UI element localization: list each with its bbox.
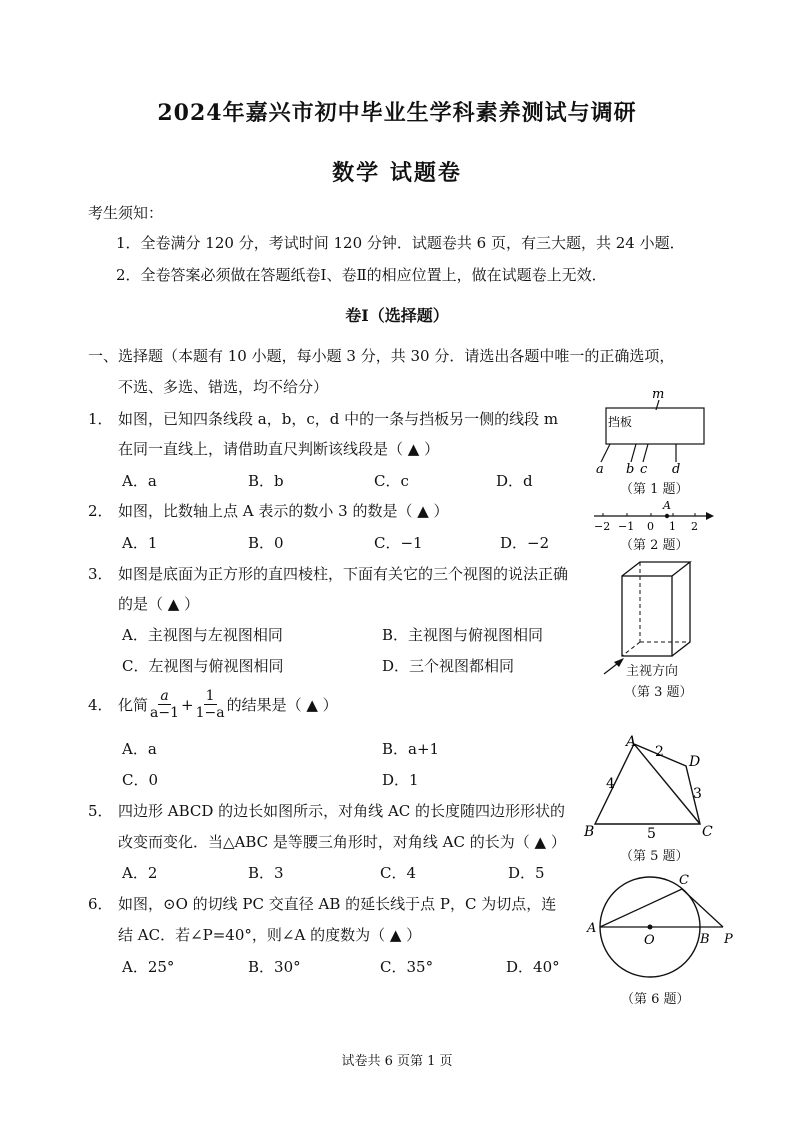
point-c: C bbox=[679, 873, 689, 888]
label-b: b bbox=[626, 462, 635, 477]
question-number: 1． bbox=[88, 410, 113, 428]
vertex-d: D bbox=[689, 754, 701, 770]
side-dc-length: 3 bbox=[693, 786, 702, 802]
question-number: 3． bbox=[88, 565, 113, 583]
section-title: 卷Ⅰ（选择题） bbox=[345, 306, 449, 325]
notice-heading: 考生须知： bbox=[88, 204, 164, 222]
q6-option-b: B．30° bbox=[248, 958, 301, 976]
fraction-1-denominator: a−1 bbox=[150, 705, 179, 721]
figure-2-number-line bbox=[590, 500, 720, 534]
point-p: P bbox=[724, 932, 733, 947]
question-5-line2: 改变而变化．当△ABC 是等腰三角形时，对角线 AC 的长为（ ▲ ） bbox=[118, 833, 566, 851]
figure-6-circle-tangent bbox=[580, 870, 740, 990]
figure-3-caption: （第 3 题） bbox=[624, 685, 693, 700]
q1-option-c: C．c bbox=[374, 472, 409, 490]
center-dot bbox=[648, 925, 653, 930]
page-subtitle: 数学 试题卷 bbox=[332, 160, 462, 186]
q6-option-d: D．40° bbox=[506, 958, 560, 976]
question-1-line2: 在同一直线上，请借助直尺判断该线段是（ ▲ ） bbox=[118, 440, 440, 458]
q4-option-d: D．1 bbox=[382, 771, 419, 789]
q2-option-d: D．−2 bbox=[500, 534, 550, 552]
direction-label: 主视方向 bbox=[626, 664, 679, 679]
question-text: 如图，比数轴上点 A 表示的数小 3 的数是（ ▲ ） bbox=[118, 502, 449, 520]
q1-option-a: A．a bbox=[122, 472, 157, 490]
q4-option-b: B．a+1 bbox=[382, 740, 440, 758]
vertex-a: A bbox=[626, 734, 637, 750]
question-text: 如图是底面为正方形的直四棱柱，下面有关它的三个视图的说法正确 bbox=[118, 565, 569, 583]
q6-option-a: A．25° bbox=[122, 958, 175, 976]
vertex-b: B bbox=[584, 824, 595, 840]
notice-item-1: 1．全卷满分 120 分，考试时间 120 分钟．试题卷共 6 页，有三大题，共 24 小题． bbox=[116, 234, 685, 252]
question-6-line2: 结 AC．若∠P=40°，则∠A 的度数为（ ▲ ） bbox=[118, 926, 422, 944]
q5-option-a: A．2 bbox=[122, 864, 158, 882]
point-a-dot bbox=[665, 514, 669, 518]
fraction-1-numerator: a bbox=[160, 688, 169, 704]
label-a: a bbox=[596, 462, 604, 477]
q3-option-c: C．左视图与俯视图相同 bbox=[122, 657, 284, 675]
question-suffix: 的结果是（ ▲ ） bbox=[226, 696, 338, 714]
part-instructions-line1: 一、选择题（本题有 10 小题，每小题 3 分，共 30 分．请选出各题中唯一的正确选项， bbox=[88, 347, 675, 365]
q6-option-c: C．35° bbox=[380, 958, 434, 976]
q1-option-d: D．d bbox=[496, 472, 533, 490]
tick-label: 1 bbox=[669, 520, 676, 533]
fraction-2-denominator: 1−a bbox=[195, 705, 225, 721]
side-ad-length: 2 bbox=[655, 744, 664, 760]
point-a-label: A bbox=[663, 500, 671, 512]
side-bc-length: 5 bbox=[647, 826, 656, 842]
question-6 bbox=[88, 893, 556, 914]
page-title: 2024年嘉兴市初中毕业生学科素养测试与调研 bbox=[157, 100, 637, 126]
q5-option-c: C．4 bbox=[380, 864, 417, 882]
q5-option-b: B．3 bbox=[248, 864, 284, 882]
q3-option-b: B．主视图与俯视图相同 bbox=[382, 626, 544, 644]
point-a: A bbox=[587, 921, 597, 936]
tick-label: 0 bbox=[647, 520, 654, 533]
vertex-c: C bbox=[702, 824, 713, 840]
question-3 bbox=[88, 563, 568, 584]
question-number: 6． bbox=[88, 895, 113, 913]
figure-6-caption: （第 6 题） bbox=[621, 992, 690, 1007]
question-text: 如图，⊙O 的切线 PC 交直径 AB 的延长线于点 P，C 为切点，连 bbox=[118, 895, 557, 913]
figure-5-caption: （第 5 题） bbox=[620, 849, 689, 864]
part-instructions-line2: 不选、多选、错选，均不给分） bbox=[118, 378, 329, 396]
question-text: 四边形 ABCD 的边长如图所示，对角线 AC 的长度随四边形形状的 bbox=[118, 802, 566, 820]
figure-1-caption: （第 1 题） bbox=[620, 482, 689, 497]
point-b: B bbox=[700, 932, 710, 947]
question-number: 5． bbox=[88, 802, 113, 820]
tick-label: −2 bbox=[594, 520, 611, 533]
q2-option-a: A．1 bbox=[122, 534, 158, 552]
figure-2-caption: （第 2 题） bbox=[620, 538, 689, 553]
question-3-line2: 的是（ ▲ ） bbox=[118, 595, 200, 613]
question-number: 4． bbox=[88, 696, 113, 714]
label-m: m bbox=[652, 387, 665, 402]
question-4 bbox=[88, 688, 338, 721]
q4-option-a: A．a bbox=[122, 740, 157, 758]
q2-option-c: C．−1 bbox=[374, 534, 423, 552]
q4-option-c: C．0 bbox=[122, 771, 159, 789]
board-label: 挡板 bbox=[608, 415, 633, 429]
q1-option-b: B．b bbox=[248, 472, 284, 490]
q2-option-b: B．0 bbox=[248, 534, 284, 552]
q3-option-a: A．主视图与左视图相同 bbox=[122, 626, 283, 644]
question-2 bbox=[88, 500, 449, 521]
question-5 bbox=[88, 800, 565, 821]
figure-5-quadrilateral bbox=[580, 732, 720, 844]
question-text: 如图，已知四条线段 a，b，c，d 中的一条与挡板另一侧的线段 m bbox=[118, 410, 559, 428]
point-o: O bbox=[644, 933, 655, 948]
tick-label: −1 bbox=[618, 520, 635, 533]
label-d: d bbox=[672, 462, 681, 477]
question-1 bbox=[88, 408, 558, 429]
q5-option-d: D．5 bbox=[508, 864, 545, 882]
fraction-1 bbox=[150, 688, 179, 721]
fraction-2-numerator: 1 bbox=[205, 688, 215, 704]
question-prefix: 化简 bbox=[118, 696, 149, 714]
plus-sign: + bbox=[181, 695, 194, 714]
side-ab-length: 4 bbox=[606, 776, 615, 792]
notice-item-2: 2．全卷答案必须做在答题纸卷Ⅰ、卷Ⅱ的相应位置上，做在试题卷上无效． bbox=[116, 266, 607, 284]
fraction-2 bbox=[196, 688, 225, 721]
page-footer: 试卷共 6 页第 1 页 bbox=[341, 1054, 453, 1069]
q3-option-d: D．三个视图都相同 bbox=[382, 657, 515, 675]
figure-3-prism-diagram bbox=[600, 556, 710, 676]
tick-label: 2 bbox=[691, 520, 698, 533]
label-c: c bbox=[640, 462, 648, 477]
question-number: 2． bbox=[88, 502, 113, 520]
